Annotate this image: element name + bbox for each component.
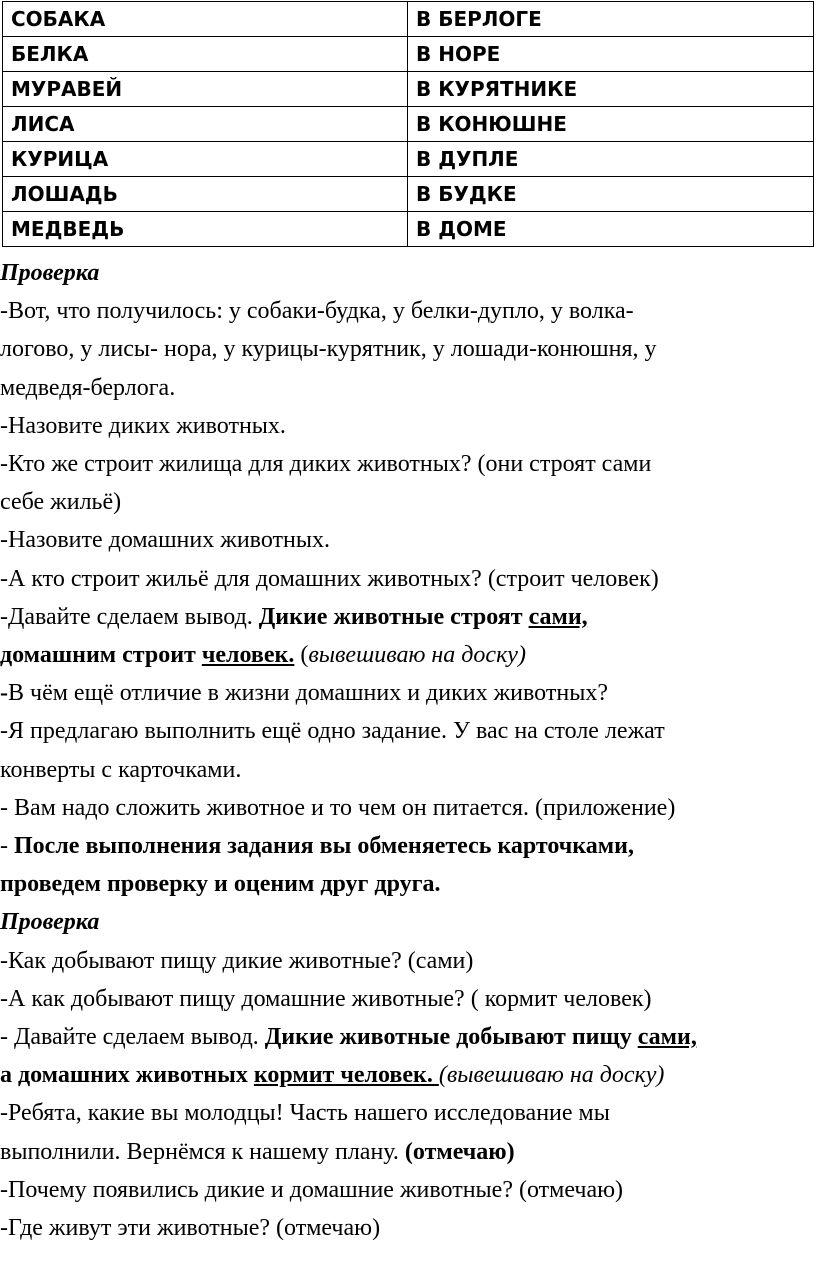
home-cell: В БУДКЕ [408, 177, 814, 212]
text-line: себе жильё) [0, 489, 122, 516]
text-line: проведем проверку и оценим друг друга. [0, 871, 441, 898]
text-line: логово, у лисы- нора, у курицы-курятник, у лошади-конюшня, у [0, 336, 657, 363]
animal-cell: ЛИСА [3, 107, 408, 142]
text-line: медведя-берлога. [0, 374, 176, 401]
home-cell: В БЕРЛОГЕ [408, 2, 814, 37]
home-cell: В НОРЕ [408, 37, 814, 72]
check-heading: Проверка [0, 909, 100, 936]
stage-note: (вывешиваю на доску) [438, 1062, 665, 1089]
text-line: -Вот, что получилось: у собаки-будка, у белки-дупло, у волка- [0, 298, 634, 325]
check-heading: Проверка [0, 260, 100, 286]
table-row [3, 37, 814, 72]
animal-cell: МЕДВЕДЬ [3, 212, 408, 247]
home-cell: В ДУПЛЕ [408, 142, 814, 177]
animal-cell: МУРАВЕЙ [3, 72, 408, 107]
lesson-text [0, 254, 816, 1247]
animal-cell: БЕЛКА [3, 37, 408, 72]
conclusion-bold: Дикие животные строят [258, 603, 529, 630]
home-cell: В КОНЮШНЕ [408, 107, 814, 142]
home-cell: В КУРЯТНИКЕ [408, 72, 814, 107]
text-line: а домашних животных кормит человек. (вывешиваю на доску) [0, 1062, 665, 1089]
conclusion-underlined: кормит человек. [253, 1062, 439, 1089]
text-line: конверты с карточками. [0, 756, 242, 783]
text-line: -Как добывают пищу дикие животные? (сами) [0, 947, 474, 974]
matching-table [2, 1, 814, 247]
text-line: -Я предлагаю выполнить ещё одно задание. У вас на столе лежат [0, 718, 665, 745]
text-line: -В чём ещё отличие в жизни домашних и диких животных? [0, 680, 608, 707]
table-row [3, 177, 814, 212]
table-row [3, 212, 814, 247]
conclusion-underlined: сами, [637, 1024, 697, 1051]
text-line: домашним строит человек. (вывешиваю на доску) [0, 642, 526, 669]
text-line: -Назовите домашних животных. [0, 527, 330, 554]
text-line: -Давайте сделаем вывод. Дикие животные строят сами, [0, 603, 588, 630]
stage-note: вывешиваю на доску) [308, 642, 526, 669]
animal-cell: ЛОШАДЬ [3, 177, 408, 212]
text-line: -Где живут эти животные? (отмечаю) [0, 1215, 381, 1242]
text-line: - После выполнения задания вы обменяетесь карточками, [0, 833, 634, 860]
text-line: -А как добывают пищу домашние животные? ( кормит человек) [0, 985, 652, 1012]
table-row [3, 142, 814, 177]
text-line: - Вам надо сложить животное и то чем он питается. (приложение) [0, 794, 676, 821]
animal-cell: КУРИЦА [3, 142, 408, 177]
animal-cell: СОБАКА [3, 2, 408, 37]
text-line: - Давайте сделаем вывод. Дикие животные добывают пищу сами, [0, 1024, 697, 1051]
text-line: -Кто же строит жилища для диких животных? (они строят сами [0, 451, 652, 478]
text-line: -Почему появились дикие и домашние животные? (отмечаю) [0, 1176, 624, 1203]
home-cell: В ДОМЕ [408, 212, 814, 247]
table-row [3, 2, 814, 37]
text-line: -Ребята, какие вы молодцы! Часть нашего исследование мы [0, 1100, 610, 1127]
table-row [3, 72, 814, 107]
conclusion-underlined: человек. [201, 642, 295, 669]
conclusion-underlined: сами, [528, 603, 588, 630]
text-line: -Назовите диких животных. [0, 412, 286, 439]
table-row [3, 107, 814, 142]
text-line: -А кто строит жильё для домашних животных? (строит человек) [0, 565, 659, 592]
text-line: выполнили. Вернёмся к нашему плану. (отмечаю) [0, 1138, 515, 1165]
